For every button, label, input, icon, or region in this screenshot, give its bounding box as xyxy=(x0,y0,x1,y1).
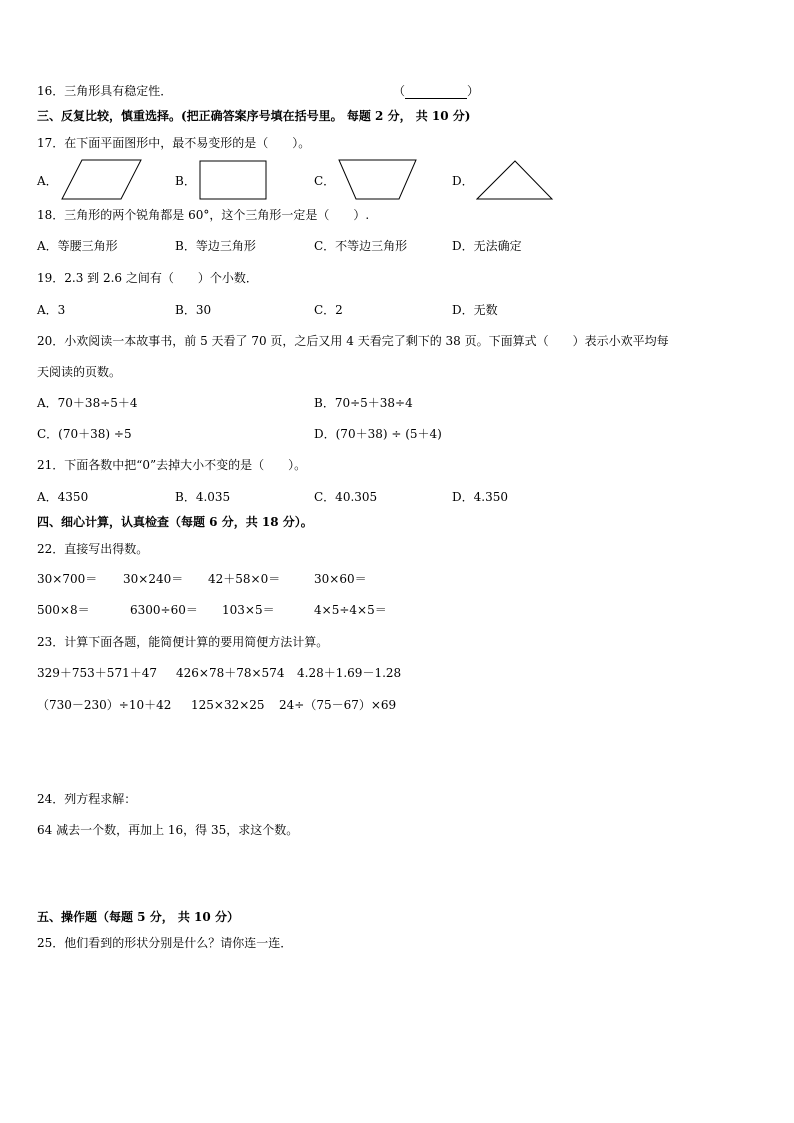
q22-problem: 4×5÷4×5＝ xyxy=(314,603,387,617)
q23-problem: 329＋753＋571＋47 xyxy=(37,666,157,680)
q19-option-a[interactable]: A．3 xyxy=(37,303,66,317)
q17-option-c-label: C． xyxy=(314,174,336,188)
q18-stem: 18．三角形的两个锐角都是 60°，这个三角形一定是（ ）. xyxy=(37,208,370,222)
q23-problem: 4.28＋1.69－1.28 xyxy=(297,666,402,680)
trapezoid-shape xyxy=(338,159,418,201)
q24-body: 64 减去一个数，再加上 16，得 35，求这个数。 xyxy=(37,823,299,837)
q17-option-b-label: B． xyxy=(175,174,196,188)
q22-problem: 500×8＝ xyxy=(37,603,90,617)
q22-problem: 30×700＝ xyxy=(37,572,98,586)
answer-line[interactable] xyxy=(405,86,467,99)
section5-title: 五、操作题（每题 5 分， 共 10 分） xyxy=(37,910,239,924)
q18-option-b[interactable]: B．等边三角形 xyxy=(175,239,256,253)
q18-option-a[interactable]: A．等腰三角形 xyxy=(37,239,118,253)
q23-stem: 23．计算下面各题，能简便计算的要用简便方法计算。 xyxy=(37,635,329,649)
q22-problem: 30×60＝ xyxy=(314,572,367,586)
q17-option-a-label: A． xyxy=(37,174,58,188)
q19-stem: 19．2.3 到 2.6 之间有（ ）个小数． xyxy=(37,271,258,285)
q18-option-d[interactable]: D．无法确定 xyxy=(452,239,522,253)
q21-stem: 21．下面各数中把“0”去掉大小不变的是（ ）。 xyxy=(37,458,307,472)
q16-answer-blank[interactable] xyxy=(393,83,479,99)
rectangle-shape xyxy=(199,160,268,201)
q21-option-c[interactable]: C．40.305 xyxy=(314,490,378,504)
triangle-shape xyxy=(476,160,554,201)
q20-stem-line2: 天阅读的页数。 xyxy=(37,365,122,379)
q19-option-d[interactable]: D．无数 xyxy=(452,303,498,317)
q22-problem: 30×240＝ xyxy=(123,572,184,586)
bracket-open: （ xyxy=(393,84,406,98)
q18-option-c[interactable]: C．不等边三角形 xyxy=(314,239,408,253)
section3-title: 三、反复比较，慎重选择。(把正确答案序号填在括号里。 每题 2 分， 共 10 分) xyxy=(37,109,471,123)
q19-option-c[interactable]: C．2 xyxy=(314,303,343,317)
section4-title: 四、细心计算，认真检查（每题 6 分，共 18 分）。 xyxy=(37,515,313,529)
q24-stem: 24．列方程求解： xyxy=(37,792,137,806)
q17-stem: 17．在下面平面图形中，最不易变形的是（ ）。 xyxy=(37,136,311,150)
q20-option-a[interactable]: A．70＋38÷5＋4 xyxy=(37,396,138,410)
q23-problem: 426×78＋78×574 xyxy=(176,666,285,680)
q22-problem: 6300÷60＝ xyxy=(130,603,198,617)
parallelogram-shape xyxy=(61,159,143,201)
q20-option-d[interactable]: D．(70＋38) ÷ (5＋4) xyxy=(314,427,442,441)
q21-option-d[interactable]: D．4.350 xyxy=(452,490,508,504)
q21-option-b[interactable]: B．4.035 xyxy=(175,490,231,504)
q20-option-b[interactable]: B．70÷5＋38÷4 xyxy=(314,396,413,410)
q23-problem: 24÷（75－67）×69 xyxy=(279,698,397,712)
q23-problem: （730－230）÷10＋42 xyxy=(37,698,172,712)
q17-option-d-label: D． xyxy=(452,174,474,188)
q23-problem: 125×32×25 xyxy=(191,698,265,712)
q25-stem: 25．他们看到的形状分别是什么？请你连一连． xyxy=(37,936,293,950)
q22-problem: 103×5＝ xyxy=(222,603,275,617)
q22-problem: 42＋58×0＝ xyxy=(208,572,281,586)
q20-option-c[interactable]: C．(70＋38) ÷5 xyxy=(37,427,132,441)
q19-option-b[interactable]: B．30 xyxy=(175,303,212,317)
q20-stem-line1: 20．小欢阅读一本故事书，前 5 天看了 70 页，之后又用 4 天看完了剩下的 38 页。下面算式（ ）表示小欢平均每 xyxy=(37,334,669,348)
q22-stem: 22．直接写出得数。 xyxy=(37,542,149,556)
bracket-close: ） xyxy=(467,84,480,98)
q21-option-a[interactable]: A．4350 xyxy=(37,490,89,504)
q16-stem: 16．三角形具有稳定性． xyxy=(37,84,173,98)
